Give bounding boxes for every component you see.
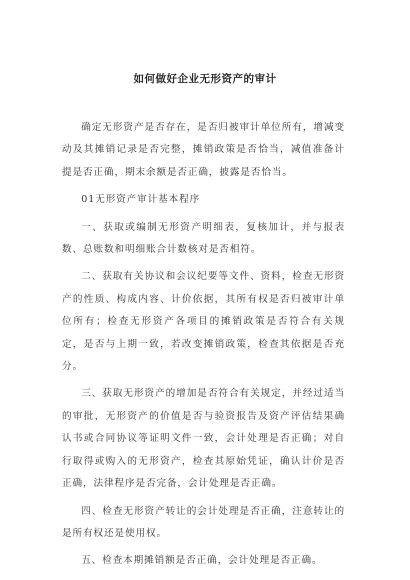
- section-heading: 01无形资产审计基本程序: [81, 194, 201, 206]
- procedure-paragraph-4: 四、检查无形资产转让的会计处理是否正确，注意转让的是所有权还是使用权。: [62, 505, 345, 539]
- procedure-paragraph-2: 二、获取有关协议和会议纪要等文件、资料，检查无形资产的性质、构成内容、计价依据，其所有权是否归被审计单位所有；检查无形资产各项目的摊销政策是否符合有关规定，是否与上期一致，若改变摊销政策，检查其依据是否充分。: [62, 271, 345, 373]
- procedure-paragraph-3: 三、获取无形资产的增加是否符合有关规定，并经过适当的审批，无形资产的价值是否与验资报告及资产评估结果确认书或合同协议等证明文件一致，会计处理是否正确；对自行取得或购入的无形资产，检查其原始凭证，确认计价是否正确，法律程序是否完备，会计处理是否正确。: [62, 388, 345, 490]
- document-body: [62, 117, 345, 578]
- intro-paragraph: 确定无形资产是否存在，是否归被审计单位所有，增减变动及其摊销记录是否完整，摊销政策是否恰当，减值准备计提是否正确，期末余额是否正确，披露是否恰当。: [62, 122, 345, 178]
- procedure-paragraph-5: 五、检查本期摊销额是否正确，会计处理是否正确。: [81, 555, 323, 567]
- document-title: 如何做好企业无形资产的审计: [133, 73, 277, 85]
- procedure-paragraph-1: 一、获取或编制无形资产明细表，复核加计，并与报表数、总账数和明细账合计数核对是否相符。: [62, 221, 345, 256]
